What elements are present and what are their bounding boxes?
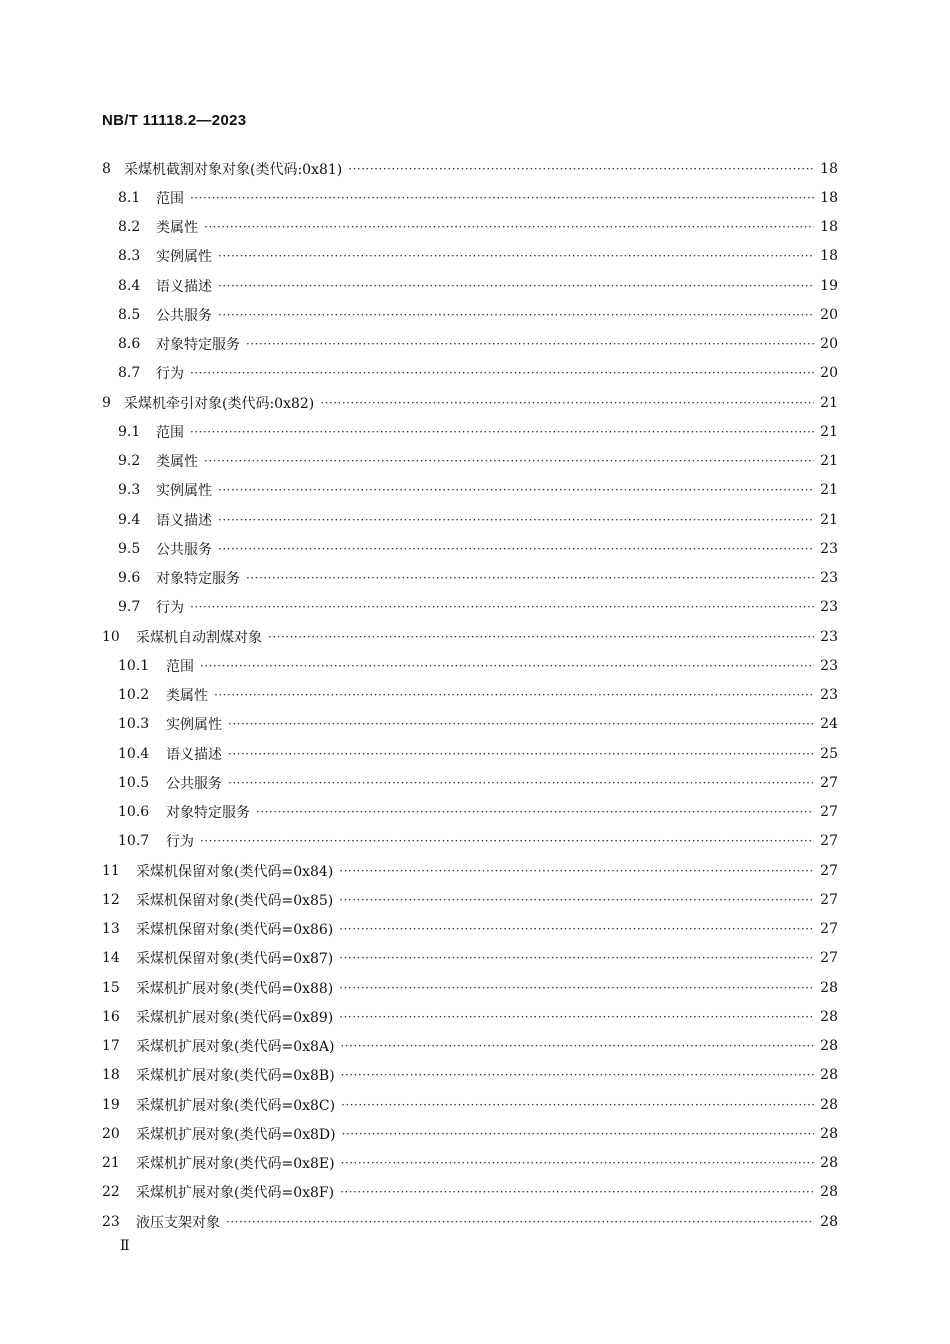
toc-entry[interactable] [102, 1119, 838, 1148]
toc-leader-dots [246, 337, 814, 351]
toc-entry[interactable] [102, 1061, 838, 1090]
toc-entry-page: 27 [820, 921, 838, 938]
toc-entry-page: 27 [820, 833, 838, 850]
toc-entry-page: 20 [820, 306, 838, 323]
toc-entry-page: 28 [820, 1213, 838, 1230]
toc-entry-title: 公共服务 [156, 541, 212, 558]
toc-entry-page: 28 [820, 979, 838, 996]
toc-entry-page: 28 [820, 1155, 838, 1172]
toc-entry[interactable] [102, 827, 838, 856]
toc-leader-dots [339, 893, 814, 907]
toc-entry[interactable] [102, 915, 838, 944]
toc-entry-number: 9.3 [118, 482, 141, 499]
toc-entry[interactable] [102, 330, 838, 359]
toc-entry-number: 10 [102, 628, 120, 645]
toc-entry-number: 15 [102, 979, 120, 996]
toc-entry-page: 28 [820, 1038, 838, 1055]
toc-entry-title: 采煤机牵引对象(类代码:0x82) [124, 395, 315, 412]
toc-entry-number: 8.4 [118, 277, 141, 294]
toc-entry-page: 23 [820, 687, 838, 704]
toc-entry-title: 采煤机扩展对象(类代码=0x8E) [136, 1156, 335, 1173]
toc-entry-number: 8 [102, 160, 111, 177]
toc-entry-page: 21 [820, 482, 838, 499]
toc-entry-title: 行为 [156, 600, 184, 617]
toc-entry-number: 16 [102, 1008, 120, 1025]
toc-entry[interactable] [102, 710, 838, 739]
toc-entry-page: 18 [820, 160, 838, 177]
toc-entry-title: 对象特定服务 [166, 805, 250, 822]
toc-entry[interactable] [102, 973, 838, 1002]
toc-leader-dots [204, 220, 814, 234]
toc-leader-dots [341, 1156, 814, 1170]
toc-entry[interactable] [102, 476, 838, 505]
toc-entry[interactable] [102, 271, 838, 300]
toc-entry[interactable] [102, 1032, 838, 1061]
toc-entry[interactable] [102, 447, 838, 476]
toc-entry-title: 实例属性 [166, 717, 222, 734]
toc-leader-dots [348, 162, 814, 176]
toc-leader-dots [214, 688, 814, 702]
toc-entry[interactable] [102, 651, 838, 680]
toc-entry-number: 9.1 [118, 423, 141, 440]
toc-entry[interactable] [102, 505, 838, 534]
toc-leader-dots [342, 1127, 814, 1141]
toc-leader-dots [341, 1098, 814, 1112]
toc-entry-title: 采煤机扩展对象(类代码=0x8A) [136, 1039, 335, 1056]
toc-entry-page: 21 [820, 511, 838, 528]
toc-entry-page: 28 [820, 1125, 838, 1142]
toc-entry-number: 8.3 [118, 248, 141, 265]
toc-entry-number: 9 [102, 394, 111, 411]
toc-entry-page: 28 [820, 1096, 838, 1113]
toc-entry-title: 类属性 [156, 454, 198, 471]
toc-entry-page: 27 [820, 862, 838, 879]
toc-leader-dots [218, 483, 814, 497]
toc-entry-title: 采煤机扩展对象(类代码=0x88) [136, 980, 334, 997]
toc-leader-dots [268, 630, 814, 644]
toc-entry-title: 公共服务 [156, 307, 212, 324]
toc-entry-title: 采煤机扩展对象(类代码=0x8F) [136, 1185, 335, 1202]
toc-entry[interactable] [102, 1207, 838, 1236]
toc-entry-page: 23 [820, 599, 838, 616]
toc-entry-number: 9.2 [118, 453, 141, 470]
toc-leader-dots [339, 922, 814, 936]
toc-entry-title: 采煤机扩展对象(类代码=0x8D) [136, 1126, 336, 1143]
toc-entry-title: 实例属性 [156, 249, 212, 266]
toc-entry-title: 范围 [156, 190, 184, 207]
toc-entry-title: 采煤机保留对象(类代码=0x86) [136, 922, 334, 939]
toc-entry-number: 8.7 [118, 365, 141, 382]
toc-entry[interactable] [102, 300, 838, 329]
document-code-header: NB/T 11118.2—2023 [102, 112, 247, 129]
toc-entry-number: 23 [102, 1213, 120, 1230]
toc-entry-number: 8.5 [118, 306, 141, 323]
toc-leader-dots [226, 1215, 814, 1229]
toc-entry-page: 27 [820, 891, 838, 908]
toc-entry-title: 液压支架对象 [136, 1214, 220, 1231]
toc-entry-page: 19 [820, 277, 838, 294]
toc-entry[interactable] [102, 856, 838, 885]
toc-entry-number: 20 [102, 1125, 120, 1142]
toc-leader-dots [204, 454, 814, 468]
toc-leader-dots [339, 981, 814, 995]
toc-entry-title: 采煤机扩展对象(类代码=0x89) [136, 1009, 334, 1026]
toc-entry-title: 类属性 [156, 220, 198, 237]
toc-entry[interactable] [102, 564, 838, 593]
toc-entry-title: 公共服务 [166, 775, 222, 792]
toc-entry-page: 21 [820, 453, 838, 470]
toc-entry-title: 语义描述 [156, 278, 212, 295]
toc-leader-dots [218, 279, 814, 293]
toc-entry-number: 21 [102, 1155, 120, 1172]
toc-leader-dots [228, 717, 814, 731]
toc-entry-title: 类属性 [166, 688, 208, 705]
toc-entry-title: 采煤机保留对象(类代码=0x84) [136, 863, 334, 880]
toc-entry-number: 10.2 [118, 687, 150, 704]
toc-leader-dots [228, 776, 814, 790]
toc-entry-number: 10.6 [118, 804, 150, 821]
toc-entry[interactable] [102, 681, 838, 710]
toc-leader-dots [339, 864, 814, 878]
toc-entry-title: 对象特定服务 [156, 337, 240, 354]
toc-leader-dots [190, 366, 814, 380]
toc-entry-page: 23 [820, 540, 838, 557]
toc-entry-title: 采煤机自动割煤对象 [136, 629, 262, 646]
toc-leader-dots [190, 425, 814, 439]
toc-entry[interactable] [102, 534, 838, 563]
toc-entry-page: 25 [820, 745, 838, 762]
toc-entry-number: 8.6 [118, 336, 141, 353]
toc-entry-page: 18 [820, 248, 838, 265]
toc-entry-number: 18 [102, 1067, 120, 1084]
toc-entry[interactable] [102, 1149, 838, 1178]
toc-entry-page: 18 [820, 189, 838, 206]
toc-entry[interactable] [102, 739, 838, 768]
toc-entry-title: 语义描述 [156, 512, 212, 529]
toc-leader-dots [218, 542, 814, 556]
table-of-contents [102, 154, 838, 1236]
toc-entry-page: 20 [820, 336, 838, 353]
toc-leader-dots [218, 308, 814, 322]
toc-entry-title: 采煤机扩展对象(类代码=0x8B) [136, 1068, 335, 1085]
toc-entry-number: 10.4 [118, 745, 150, 762]
toc-entry-page: 27 [820, 804, 838, 821]
toc-entry[interactable] [102, 213, 838, 242]
toc-entry-number: 11 [102, 862, 120, 879]
toc-entry-number: 8.2 [118, 219, 141, 236]
toc-leader-dots [340, 1185, 814, 1199]
page-number: Ⅱ [120, 1238, 130, 1254]
toc-entry-page: 27 [820, 950, 838, 967]
toc-entry-number: 9.7 [118, 599, 141, 616]
toc-entry[interactable] [102, 242, 838, 271]
toc-entry-page: 23 [820, 628, 838, 645]
toc-entry-title: 行为 [156, 366, 184, 383]
toc-entry-page: 20 [820, 365, 838, 382]
toc-entry[interactable] [102, 183, 838, 212]
toc-leader-dots [218, 249, 814, 263]
toc-entry-number: 14 [102, 950, 120, 967]
toc-entry-page: 28 [820, 1008, 838, 1025]
toc-entry[interactable] [102, 417, 838, 446]
toc-entry-number: 9.4 [118, 511, 141, 528]
toc-entry-title: 实例属性 [156, 483, 212, 500]
toc-entry-number: 22 [102, 1184, 120, 1201]
toc-entry-page: 24 [820, 716, 838, 733]
toc-entry-number: 10.3 [118, 716, 150, 733]
toc-entry-page: 27 [820, 774, 838, 791]
toc-entry[interactable] [102, 622, 838, 651]
toc-entry-page: 23 [820, 657, 838, 674]
toc-entry[interactable] [102, 798, 838, 827]
toc-entry-number: 10.1 [118, 657, 150, 674]
toc-entry-title: 采煤机截割对象对象(类代码:0x81) [124, 161, 343, 178]
toc-entry[interactable] [102, 944, 838, 973]
toc-entry-number: 10.5 [118, 774, 150, 791]
toc-leader-dots [200, 834, 814, 848]
toc-entry-title: 采煤机扩展对象(类代码=0x8C) [136, 1097, 336, 1114]
toc-entry[interactable] [102, 885, 838, 914]
toc-entry-number: 10.7 [118, 833, 150, 850]
toc-entry-page: 28 [820, 1067, 838, 1084]
toc-leader-dots [339, 951, 814, 965]
toc-leader-dots [190, 191, 814, 205]
toc-entry-title: 对象特定服务 [156, 571, 240, 588]
toc-entry-title: 语义描述 [166, 746, 222, 763]
toc-leader-dots [256, 805, 814, 819]
toc-entry-number: 12 [102, 891, 120, 908]
toc-leader-dots [246, 571, 814, 585]
toc-leader-dots [190, 600, 814, 614]
toc-leader-dots [340, 1039, 814, 1053]
toc-entry-page: 18 [820, 219, 838, 236]
toc-entry-number: 13 [102, 921, 120, 938]
toc-entry-title: 采煤机保留对象(类代码=0x87) [136, 951, 334, 968]
toc-entry-number: 9.5 [118, 540, 141, 557]
toc-leader-dots [339, 1010, 814, 1024]
toc-entry-title: 采煤机保留对象(类代码=0x85) [136, 892, 334, 909]
toc-entry[interactable] [102, 1090, 838, 1119]
toc-entry-page: 21 [820, 423, 838, 440]
toc-entry-page: 23 [820, 570, 838, 587]
toc-entry-number: 17 [102, 1038, 120, 1055]
toc-leader-dots [228, 747, 814, 761]
toc-entry[interactable] [102, 359, 838, 388]
toc-entry-title: 范围 [156, 424, 184, 441]
toc-leader-dots [200, 659, 814, 673]
toc-entry-number: 9.6 [118, 570, 141, 587]
toc-entry[interactable] [102, 388, 838, 417]
toc-leader-dots [341, 1068, 814, 1082]
toc-entry-title: 行为 [166, 834, 194, 851]
toc-entry-number: 19 [102, 1096, 120, 1113]
toc-entry[interactable] [102, 768, 838, 797]
toc-entry[interactable] [102, 1002, 838, 1031]
toc-leader-dots [218, 513, 814, 527]
toc-entry[interactable] [102, 1178, 838, 1207]
toc-entry-title: 范围 [166, 658, 194, 675]
toc-entry[interactable] [102, 593, 838, 622]
toc-entry-page: 28 [820, 1184, 838, 1201]
toc-leader-dots [320, 396, 814, 410]
toc-entry[interactable] [102, 154, 838, 183]
toc-entry-page: 21 [820, 394, 838, 411]
toc-entry-number: 8.1 [118, 189, 141, 206]
